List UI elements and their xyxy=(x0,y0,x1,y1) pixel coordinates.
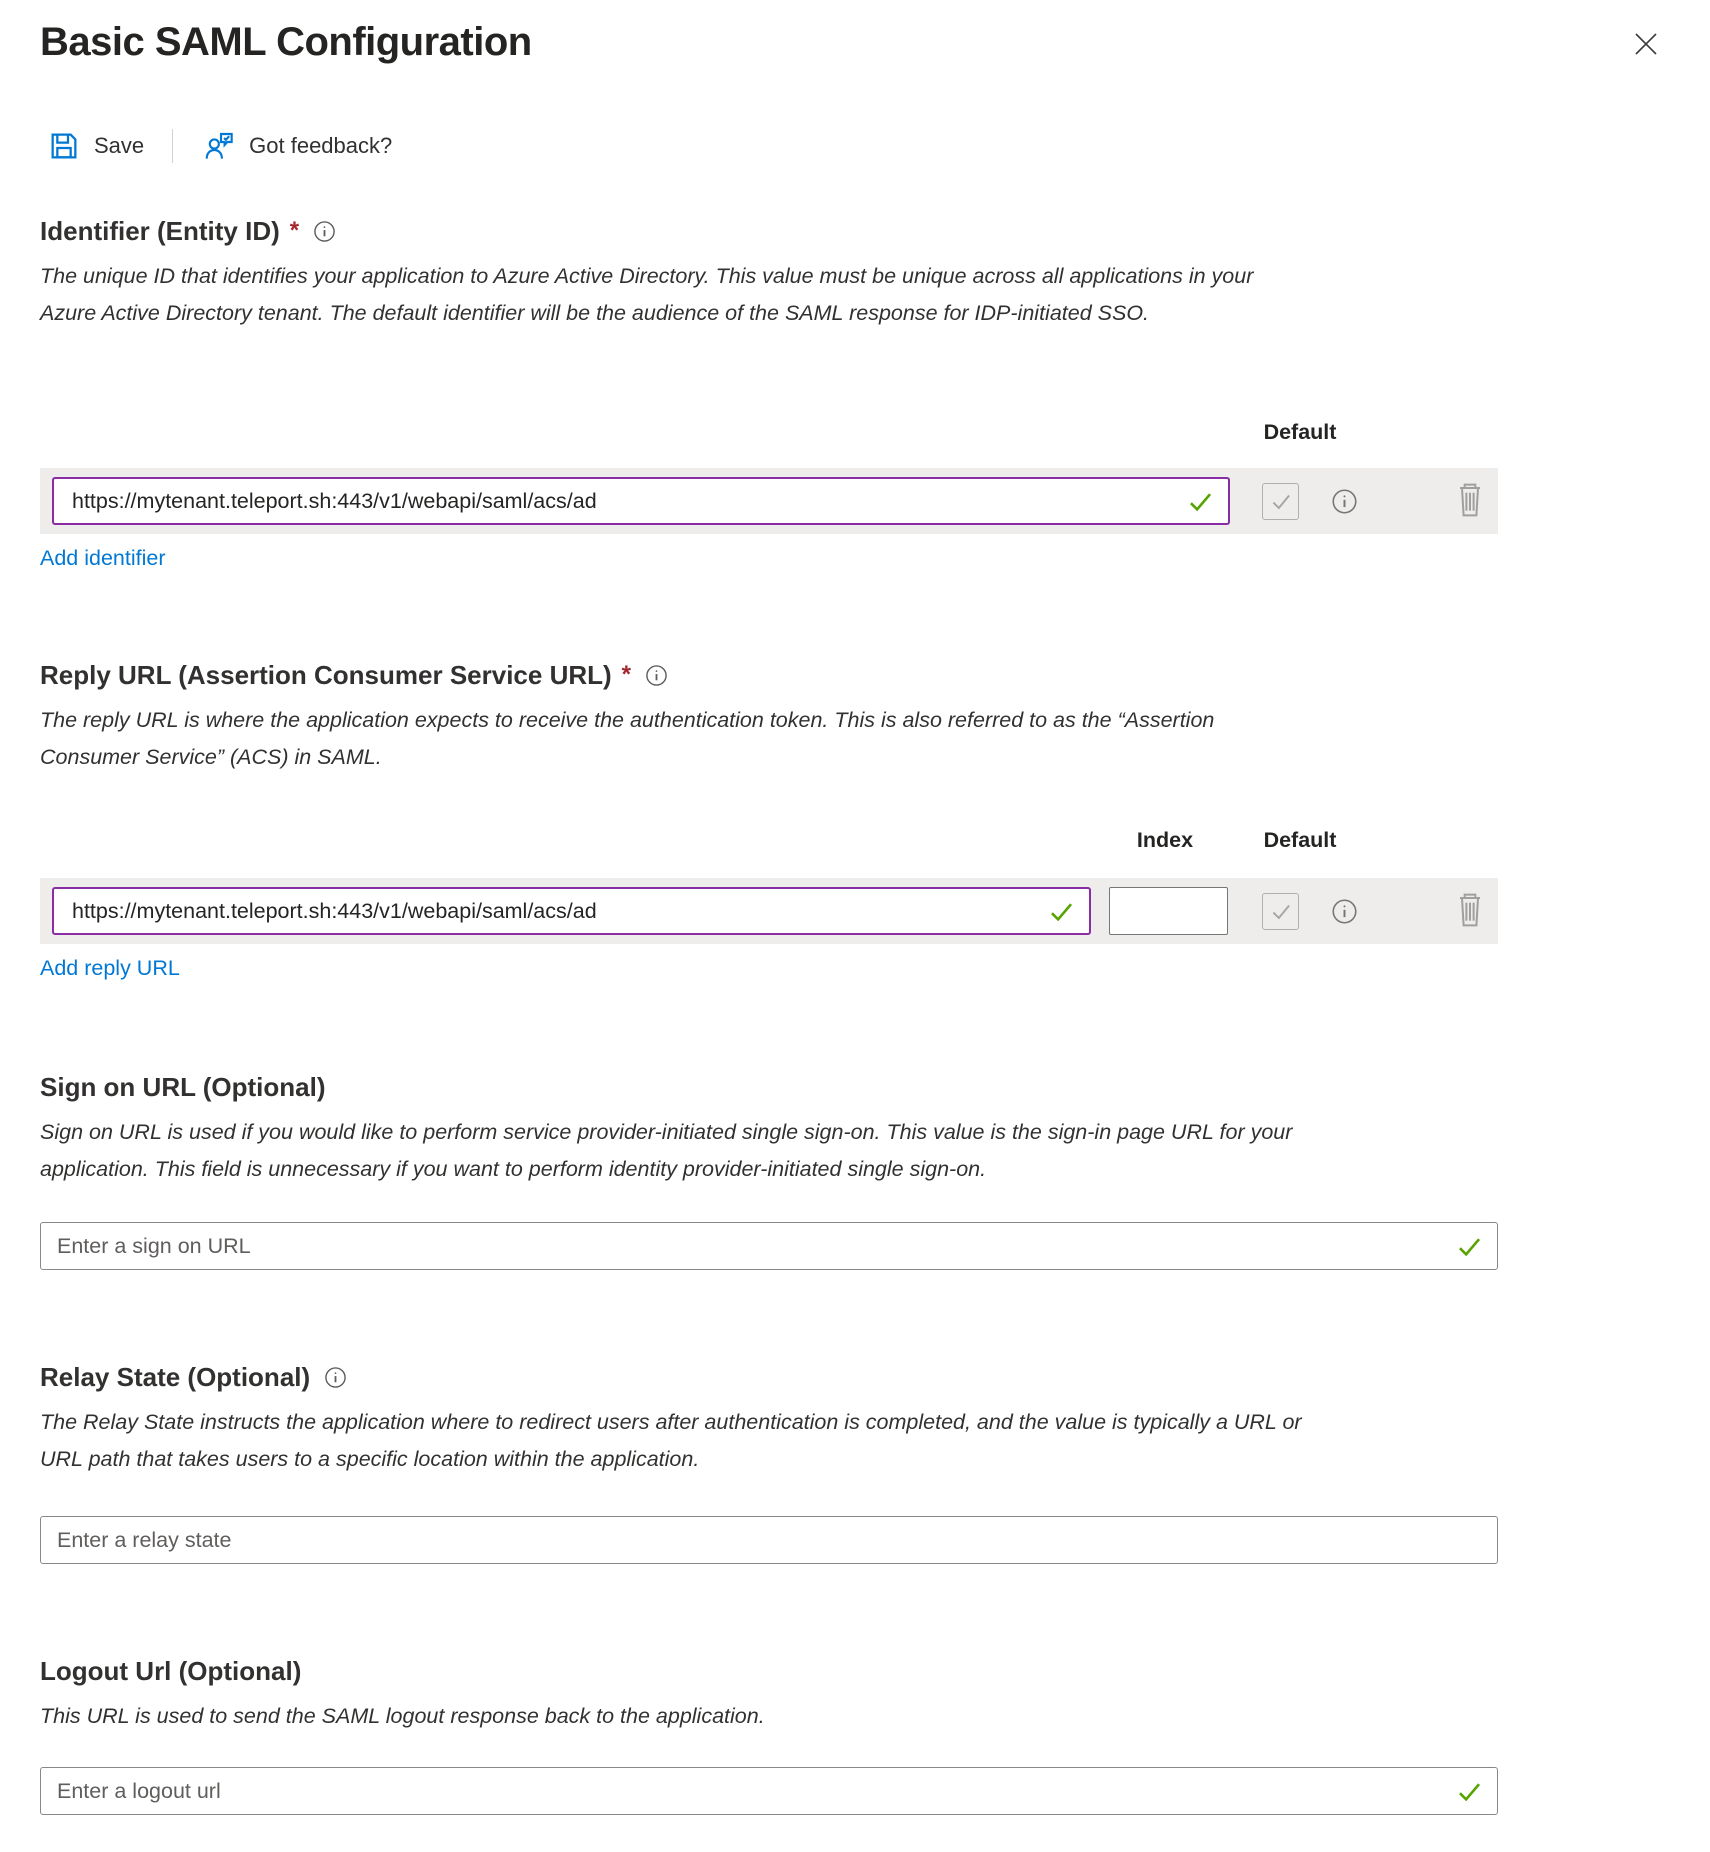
valid-checkmark-icon xyxy=(1048,898,1075,925)
trash-icon xyxy=(1454,891,1486,929)
checkbox-check-icon xyxy=(1268,899,1294,925)
row-info-icon[interactable] xyxy=(1331,898,1358,925)
logout-url-input[interactable] xyxy=(41,1768,1456,1814)
identifier-row xyxy=(40,468,1498,534)
toolbar-divider xyxy=(172,129,173,163)
feedback-button[interactable] xyxy=(195,124,402,168)
section-reply-url-title: Reply URL (Assertion Consumer Service URL) xyxy=(40,660,612,690)
delete-identifier-button[interactable] xyxy=(1454,481,1486,522)
info-icon[interactable] xyxy=(324,1366,347,1389)
page-title: Basic SAML Configuration xyxy=(40,20,532,64)
reply-url-input[interactable] xyxy=(54,889,1048,933)
section-sign-on-title: Sign on URL (Optional) xyxy=(40,1072,326,1102)
identifier-url-input[interactable] xyxy=(54,479,1187,523)
checkbox-check-icon xyxy=(1268,489,1294,515)
section-relay-state xyxy=(40,1360,1670,1564)
identifier-url-field xyxy=(52,477,1230,525)
add-reply-url-link[interactable]: Add reply URL xyxy=(40,956,180,980)
logout-url-field xyxy=(40,1767,1498,1815)
info-icon[interactable] xyxy=(645,664,668,687)
identifier-column-headers xyxy=(40,420,1670,450)
section-identifier-title: Identifier (Entity ID) xyxy=(40,216,280,246)
reply-column-headers xyxy=(40,828,1670,858)
section-relay-state-title: Relay State (Optional) xyxy=(40,1362,311,1392)
column-header-default: Default xyxy=(1263,828,1337,852)
close-icon xyxy=(1630,28,1662,60)
section-logout-url xyxy=(40,1654,1670,1815)
command-bar xyxy=(40,124,1670,168)
valid-checkmark-icon xyxy=(1456,1778,1483,1805)
feedback-icon xyxy=(203,130,235,162)
relay-state-field xyxy=(40,1516,1498,1564)
delete-reply-url-button[interactable] xyxy=(1454,891,1486,932)
sign-on-url-field xyxy=(40,1222,1498,1270)
required-asterisk: * xyxy=(289,217,300,244)
index-input[interactable] xyxy=(1110,888,1227,934)
sign-on-url-input[interactable] xyxy=(41,1223,1456,1269)
feedback-label: Got feedback? xyxy=(249,133,393,158)
section-identifier-description: The unique ID that identifies your application to Azure Active Directory. This value must be unique across all applications in your Azure Active Directory tenant. The default identifier will be the audience of the SAML response for IDP-initiated SSO. xyxy=(40,264,1254,325)
row-info-icon[interactable] xyxy=(1331,488,1358,515)
section-logout-title: Logout Url (Optional) xyxy=(40,1656,302,1686)
column-header-index: Index xyxy=(1136,828,1194,852)
save-button[interactable] xyxy=(40,124,154,168)
section-relay-state-description: The Relay State instructs the application where to redirect users after authentication is completed, and the value is typically a URL or URL path that takes users to a specific location within the application. xyxy=(40,1410,1302,1471)
section-sign-on-description: Sign on URL is used if you would like to perform service provider-initiated single sign-on. This value is the sign-in page URL for your application. This field is unnecessary if you want to perform identity provider-initiated single sign-on. xyxy=(40,1120,1293,1181)
column-header-default: Default xyxy=(1263,420,1337,444)
section-identifier xyxy=(40,214,1670,572)
save-icon xyxy=(48,130,80,162)
default-checkbox[interactable] xyxy=(1262,483,1299,520)
save-label: Save xyxy=(94,133,145,158)
index-field xyxy=(1109,887,1228,935)
required-asterisk: * xyxy=(621,661,632,688)
trash-icon xyxy=(1454,481,1486,519)
section-sign-on-url xyxy=(40,1070,1670,1270)
section-reply-url xyxy=(40,658,1670,982)
section-logout-description: This URL is used to send the SAML logout response back to the application. xyxy=(40,1704,765,1728)
valid-checkmark-icon xyxy=(1456,1233,1483,1260)
add-identifier-link[interactable]: Add identifier xyxy=(40,546,166,570)
info-icon[interactable] xyxy=(313,220,336,243)
valid-checkmark-icon xyxy=(1187,488,1214,515)
section-reply-url-description: The reply URL is where the application expects to receive the authentication token. This is also referred to as the “Assertion Consumer Service” (ACS) in SAML. xyxy=(40,708,1215,769)
default-checkbox[interactable] xyxy=(1262,893,1299,930)
reply-url-field xyxy=(52,887,1091,935)
reply-url-row xyxy=(40,878,1498,944)
close-button[interactable] xyxy=(1630,28,1662,60)
relay-state-input[interactable] xyxy=(41,1517,1497,1563)
